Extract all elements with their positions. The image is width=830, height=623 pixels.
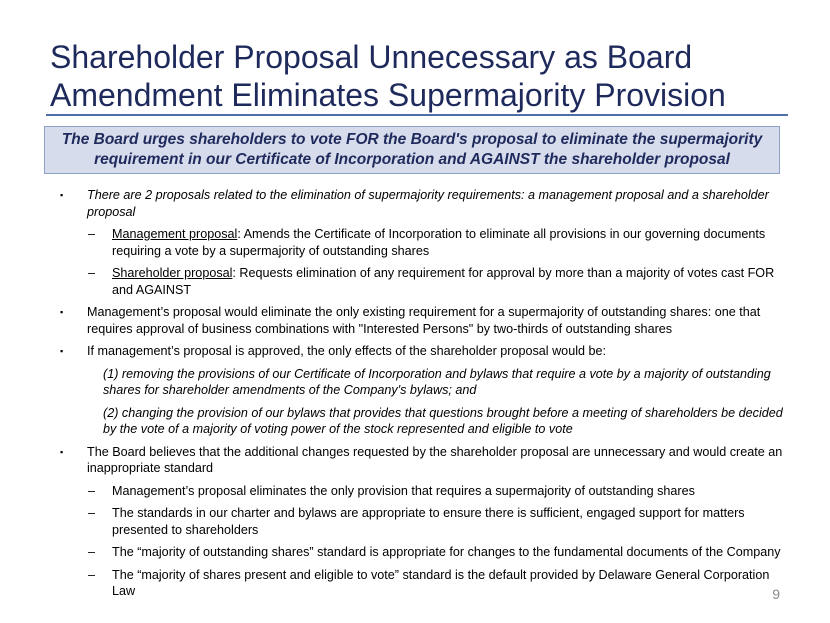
dash-icon: – <box>88 567 96 582</box>
bullet-item <box>60 444 792 477</box>
callout-box <box>44 126 780 174</box>
sub-paragraph: (1) removing the provisions of our Certificate of Incorporation and bylaws that require a vote by a majority of outstanding shares for shareholder amendments of the Company's bylaws; and <box>103 366 771 397</box>
title-divider <box>46 114 788 116</box>
sub-bullet-item <box>60 544 792 561</box>
bullet-icon: ▪ <box>60 307 64 317</box>
bullet-text: Management’s proposal would eliminate the only existing requirement for a supermajority of outstanding shares: one that requires approval of business combinations with "Interested Persons" by two-thirds of outstanding shares <box>87 305 761 336</box>
dash-icon: – <box>88 227 96 241</box>
bullet-icon: ▪ <box>60 346 64 356</box>
sub-bullet-item <box>60 265 792 298</box>
bullet-item <box>60 343 792 360</box>
dash-icon: – <box>88 506 96 520</box>
sub-bullet-text: : Amends the Certificate of Incorporation to eliminate all provisions in our governing documents requiring a vote by a supermajority of outstanding shares <box>112 227 766 258</box>
dash-icon: – <box>88 545 96 559</box>
sub-bullet-text: : Requests elimination of any requirement for approval by more than a majority of votes cast FOR and AGAINST <box>112 266 775 297</box>
sub-bullet-label: Management proposal <box>112 227 238 241</box>
bullet-icon: ▪ <box>60 446 64 457</box>
callout-text: The Board urges shareholders to vote FOR the Board's proposal to eliminate the supermajority requirement in our Certificate of Incorporation and AGAINST the shareholder proposal <box>61 131 763 168</box>
bullet-item <box>60 304 792 337</box>
page-number: 9 <box>772 586 780 602</box>
dash-icon: – <box>88 266 96 280</box>
bullet-icon: ▪ <box>60 190 64 200</box>
dash-icon: – <box>88 483 96 498</box>
sub-bullet-item <box>60 505 792 538</box>
slide-title: Shareholder Proposal Unnecessary as Board Amendment Eliminates Supermajority Provision <box>50 39 726 113</box>
bullet-item <box>60 187 792 220</box>
bullet-list <box>60 187 792 606</box>
sub-bullet-text: The “majority of shares present and eligible to vote” standard is the default provided by Delaware General Corporation Law <box>112 567 770 598</box>
bullet-text: The Board believes that the additional changes requested by the shareholder proposal are unnecessary and would create an inappropriate standard <box>87 444 783 475</box>
sub-bullet-item <box>60 483 792 500</box>
bullet-text: If management’s proposal is approved, the only effects of the shareholder proposal would be: <box>87 344 606 358</box>
bullet-text: There are 2 proposals related to the elimination of supermajority requirements: a management proposal and a shareholder proposal <box>87 188 769 219</box>
sub-bullet-item <box>60 567 792 600</box>
sub-bullet-label: Shareholder proposal <box>112 266 233 280</box>
sub-bullet-text: The “majority of outstanding shares” standard is appropriate for changes to the fundamental documents of the Company <box>112 545 781 559</box>
sub-paragraph: (2) changing the provision of our bylaws that provides that questions brought before a meeting of shareholders be decided by the vote of a majority of voting power of the stock represented and eligible to vote <box>103 405 783 436</box>
sub-bullet-text: Management’s proposal eliminates the only provision that requires a supermajority of outstanding shares <box>112 483 695 498</box>
sub-bullet-item <box>60 226 792 259</box>
sub-bullet-text: The standards in our charter and bylaws are appropriate to ensure there is sufficient, engaged support for matters presented to shareholders <box>112 506 745 537</box>
